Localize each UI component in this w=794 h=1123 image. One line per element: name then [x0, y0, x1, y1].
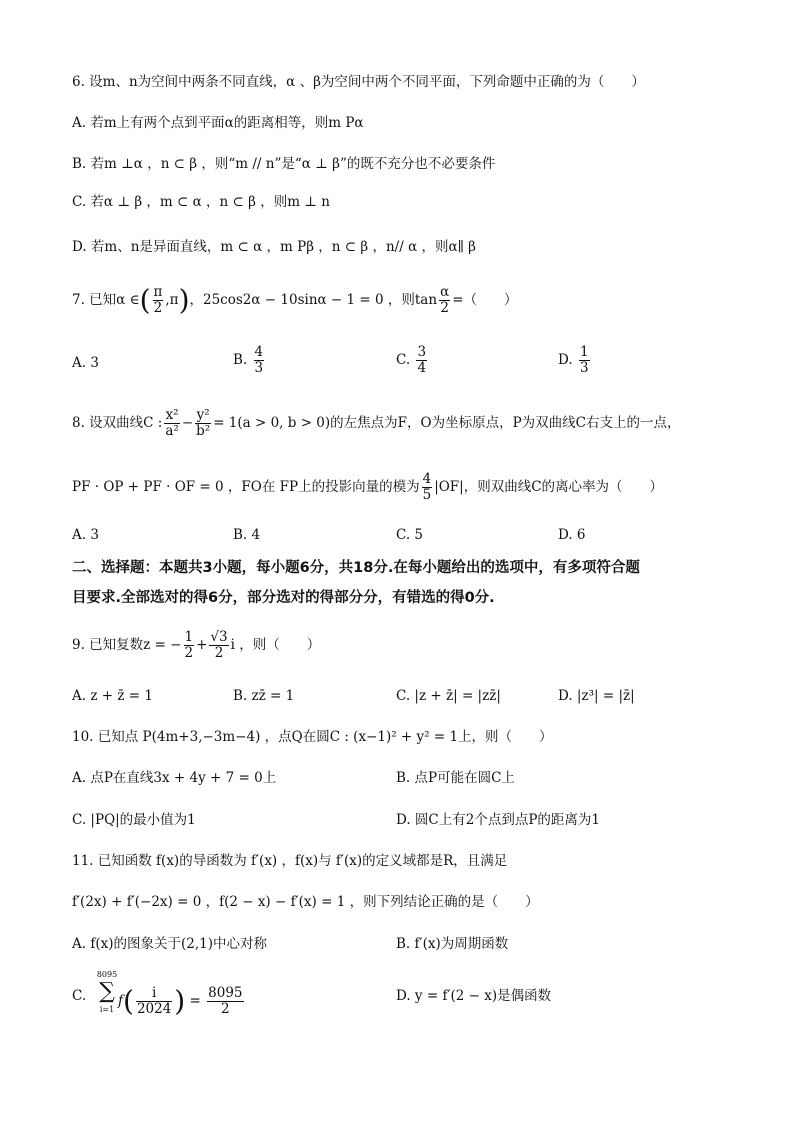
q11-c-f: f	[118, 993, 123, 1009]
q9-frac1	[184, 630, 195, 661]
q9-stem-post: i ，则（ ）	[230, 637, 321, 653]
q7-option-d-label: D.	[558, 352, 573, 368]
q8-proj-num: 4	[422, 471, 432, 487]
q7-option-c-num: 3	[417, 344, 427, 360]
q6-stem: 6. 设m、n为空间中两条不同直线，α 、β为空间中两个不同平面，下列命题中正确的为（ ）	[72, 74, 645, 90]
q11-option-b: B. f′(x)为周期函数	[396, 936, 509, 952]
q11-c-rfrac	[207, 986, 243, 1017]
q8-option-c: C. 5	[396, 527, 424, 543]
q7-option-c-den: 4	[417, 360, 427, 376]
q6-option-b: B. 若m ⊥α ，n ⊂ β ，则“m // n”是“α ⊥ β”的既不充分也不必要条件	[72, 156, 496, 172]
q11-sum-sign: ∑	[99, 979, 115, 1004]
q7-option-d-frac	[579, 345, 590, 376]
q11-c-den: 2024	[136, 1001, 172, 1017]
q7-tan-frac	[439, 285, 450, 316]
q11-stem-line1: 11. 已知函数 f(x)的导函数为 f′(x) ，f(x)与 f′(x)的定义域都是R，且满足	[72, 853, 508, 869]
q8-line2-b: FO在 FP上的投影向量的模为	[241, 479, 420, 495]
q10-stem: 10. 已知点 P(4m+3,−3m−4) ，点Q在圆C : (x−1)² + y² = 1上，则（ ）	[72, 729, 553, 745]
q8-y-frac	[195, 408, 211, 439]
q7-option-b-num: 4	[254, 344, 264, 360]
q8-y-num: y²	[196, 407, 210, 423]
q8-x-frac	[164, 408, 179, 439]
section2-heading-line1: 二、选择题：本题共3小题，每小题6分，共18分.在每小题给出的选项中，有多项符合题	[72, 560, 640, 576]
q7-stem-mid: ，25cos2α − 10sinα − 1 = 0 ，则tan	[189, 292, 438, 308]
q6-option-a: A. 若m上有两个点到平面α的距离相等，则m Pα	[72, 115, 364, 131]
q8-option-b: B. 4	[233, 527, 261, 543]
q7-tan-num: α	[440, 284, 450, 300]
q11-option-c-expr: f( $\frac{i}{2024}$ ) = $\frac{8095}{2}$	[118, 984, 243, 1018]
q8-stem-mid: = 1(a > 0, b > 0)的左焦点为F，O为坐标原点，P为双曲线C右支上的一点，	[213, 415, 681, 431]
q8-line2	[72, 472, 663, 503]
q9-stem	[72, 630, 320, 661]
q9-option-b: B. zz̄ = 1	[233, 688, 295, 704]
q11-sum-top: 8095	[96, 970, 118, 979]
q7-option-b-label: B.	[233, 352, 248, 368]
q10-option-d: D. 圆C上有2个点到点P的距离为1	[396, 812, 601, 828]
q7-stem: 7. 已知α ∈( $\frac{\pi}{2}$ ,π)，25cos2α − 10sinα − 1 = 0 ，则tan $\frac{\alpha}{2}$ =（ ）	[72, 283, 518, 317]
q11-c-eq: =	[189, 993, 201, 1009]
q11-stem-line2: f′(2x) + f′(−2x) = 0 ，f(2 − x) − f′(x) = 1 ，则下列结论正确的是（ ）	[72, 894, 539, 910]
q11-sum-bottom: i=1	[99, 1005, 115, 1014]
q9-option-d: D. |z³| = |z̄|	[558, 688, 635, 704]
q11-c-num: i	[136, 986, 172, 1002]
q7-option-d	[558, 345, 592, 376]
q8-stem	[72, 408, 681, 439]
q9-frac2-num: √3	[210, 629, 228, 645]
q8-option-d: D. 6	[558, 527, 586, 543]
q11-c-frac	[136, 986, 172, 1017]
q7-interval-den: 2	[153, 300, 163, 316]
q7-option-a: A. 3	[72, 355, 99, 371]
q9-frac2-den: 2	[214, 645, 224, 661]
q9-frac1-den: 2	[184, 645, 194, 661]
q8-minus: −	[181, 415, 194, 431]
q8-stem-pre: 8. 设双曲线C :	[72, 415, 163, 431]
q8-y-den: b²	[196, 423, 211, 439]
q7-stem-pre: 7. 已知α ∈	[72, 292, 140, 308]
q7-stem-post: =（ ）	[452, 292, 518, 308]
q9-option-a: A. z + z̄ = 1	[72, 688, 153, 704]
q8-x-num: x²	[165, 407, 179, 423]
q7-option-c-frac	[416, 345, 427, 376]
q7-option-d-den: 3	[579, 360, 589, 376]
q9-stem-pre: 9. 已知复数z = −	[72, 637, 182, 653]
q11-option-d: D. y = f′(2 − x)是偶函数	[396, 988, 552, 1004]
q6-option-d: D. 若m、n是异面直线，m ⊂ α ，m Pβ ，n ⊂ β ，n// α ，则α∥ β	[72, 239, 476, 255]
q7-tan-den: 2	[440, 300, 449, 316]
q11-c-rden: 2	[221, 1001, 230, 1017]
q11-option-a: A. f(x)的图象关于(2,1)中心对称	[72, 936, 267, 952]
q7-interval-num: π	[153, 284, 163, 300]
q9-option-c: C. |z + z̄| = |zz̄|	[396, 688, 501, 704]
q8-proj-den: 5	[422, 487, 432, 503]
q10-option-c: C. |PQ|的最小值为1	[72, 812, 196, 828]
q7-option-b-den: 3	[254, 360, 264, 376]
q8-line2-c: |OF|，则双曲线C的离心率为（ ）	[434, 479, 664, 495]
q7-interval-frac	[153, 285, 164, 316]
q8-line2-a: PF · OP + PF · OF = 0 ，	[72, 479, 242, 495]
q9-frac1-num: 1	[184, 629, 194, 645]
q6-option-c: C. 若α ⊥ β ，m ⊂ α ，n ⊂ β ，则m ⊥ n	[72, 194, 330, 210]
q9-frac2	[209, 630, 228, 661]
q7-option-b	[233, 345, 266, 376]
q7-option-c-label: C.	[396, 352, 411, 368]
q7-interval-right: ,π	[165, 292, 179, 308]
q9-plus: +	[196, 637, 208, 653]
q11-option-c-label: C.	[72, 988, 87, 1004]
q8-option-a: A. 3	[72, 527, 99, 543]
q8-x-den: a²	[165, 423, 179, 439]
q7-option-d-num: 1	[579, 344, 589, 360]
q10-option-b: B. 点P可能在圆C上	[396, 770, 515, 786]
section2-heading-line2: 目要求.全部选对的得6分，部分选对的得部分分，有错选的得0分.	[72, 590, 495, 606]
q8-proj-frac	[422, 472, 433, 503]
q7-option-c	[396, 345, 429, 376]
q11-c-rnum: 8095	[208, 985, 243, 1001]
q10-option-a: A. 点P在直线3x + 4y + 7 = 0上	[72, 770, 277, 786]
q7-option-b-frac	[254, 345, 265, 376]
